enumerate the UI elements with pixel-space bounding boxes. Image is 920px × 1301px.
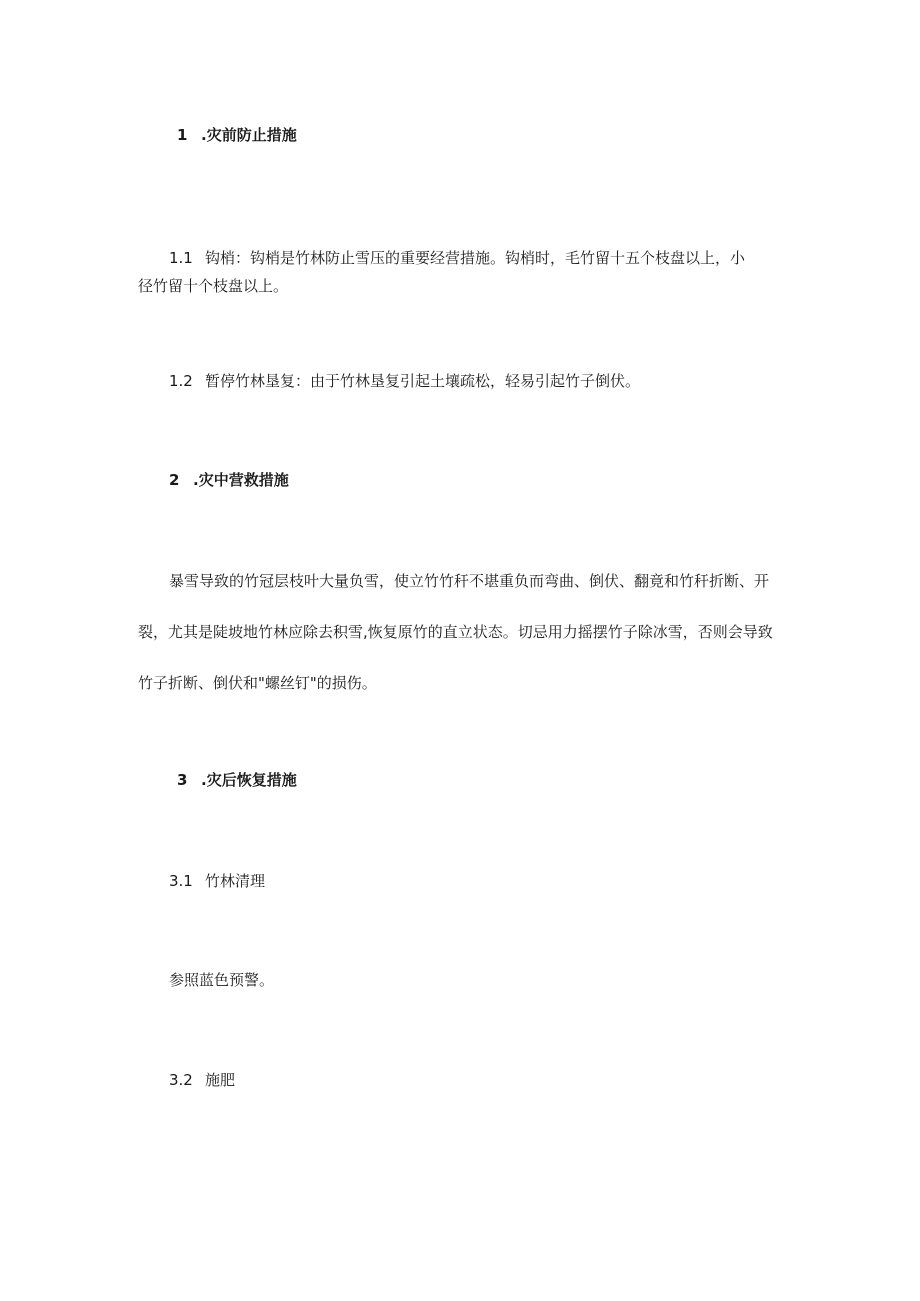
item-1-2 (169, 371, 640, 391)
item-text: 钩梢：钩梢是竹林防止雪压的重要经营措施。钩梢时，毛竹留十五个枝盘以上，小 (205, 249, 746, 267)
paragraph-text: 暴雪导致的竹冠层枝叶大量负雪，使立竹竹秆不堪重负而弯曲、倒伏、翻竟和竹秆折断、开 (169, 572, 770, 590)
section-3-heading (177, 770, 297, 790)
paragraph-line-1 (169, 571, 769, 591)
item-1-1-line2 (138, 276, 288, 296)
section-title: .灾后恢复措施 (201, 771, 297, 789)
item-number: 1.1 (169, 249, 193, 267)
item-3-1 (169, 871, 265, 891)
paragraph-line-3 (138, 673, 377, 693)
item-note (169, 970, 274, 990)
item-number: 3.2 (169, 1071, 193, 1089)
paragraph-text: 裂，尤其是陡坡地竹林应除去积雪,恢复原竹的直立状态。切忌用力摇摆竹子除冰雪，否则会导致 (138, 623, 773, 641)
item-1-1-line1 (169, 248, 745, 268)
section-number: 1 (177, 126, 188, 144)
section-1-heading (177, 125, 297, 145)
item-text: 竹林清理 (205, 872, 266, 890)
section-title: .灾中营救措施 (193, 471, 289, 489)
item-text-continued: 径竹留十个枝盘以上。 (138, 277, 289, 295)
item-number: 1.2 (169, 372, 193, 390)
item-text: 参照蓝色预警。 (169, 971, 275, 989)
paragraph-text: 竹子折断、倒伏和"螺丝钉"的损伤。 (138, 674, 377, 692)
section-2-heading (169, 470, 289, 490)
item-text: 施肥 (205, 1071, 236, 1089)
item-number: 3.1 (169, 872, 193, 890)
item-3-2 (169, 1070, 235, 1090)
section-number: 3 (177, 771, 188, 789)
paragraph-line-2 (138, 622, 773, 642)
section-title: .灾前防止措施 (201, 126, 297, 144)
section-number: 2 (169, 471, 180, 489)
item-text: 暂停竹林垦复：由于竹林垦复引起土壤疏松，轻易引起竹子倒伏。 (205, 372, 641, 390)
